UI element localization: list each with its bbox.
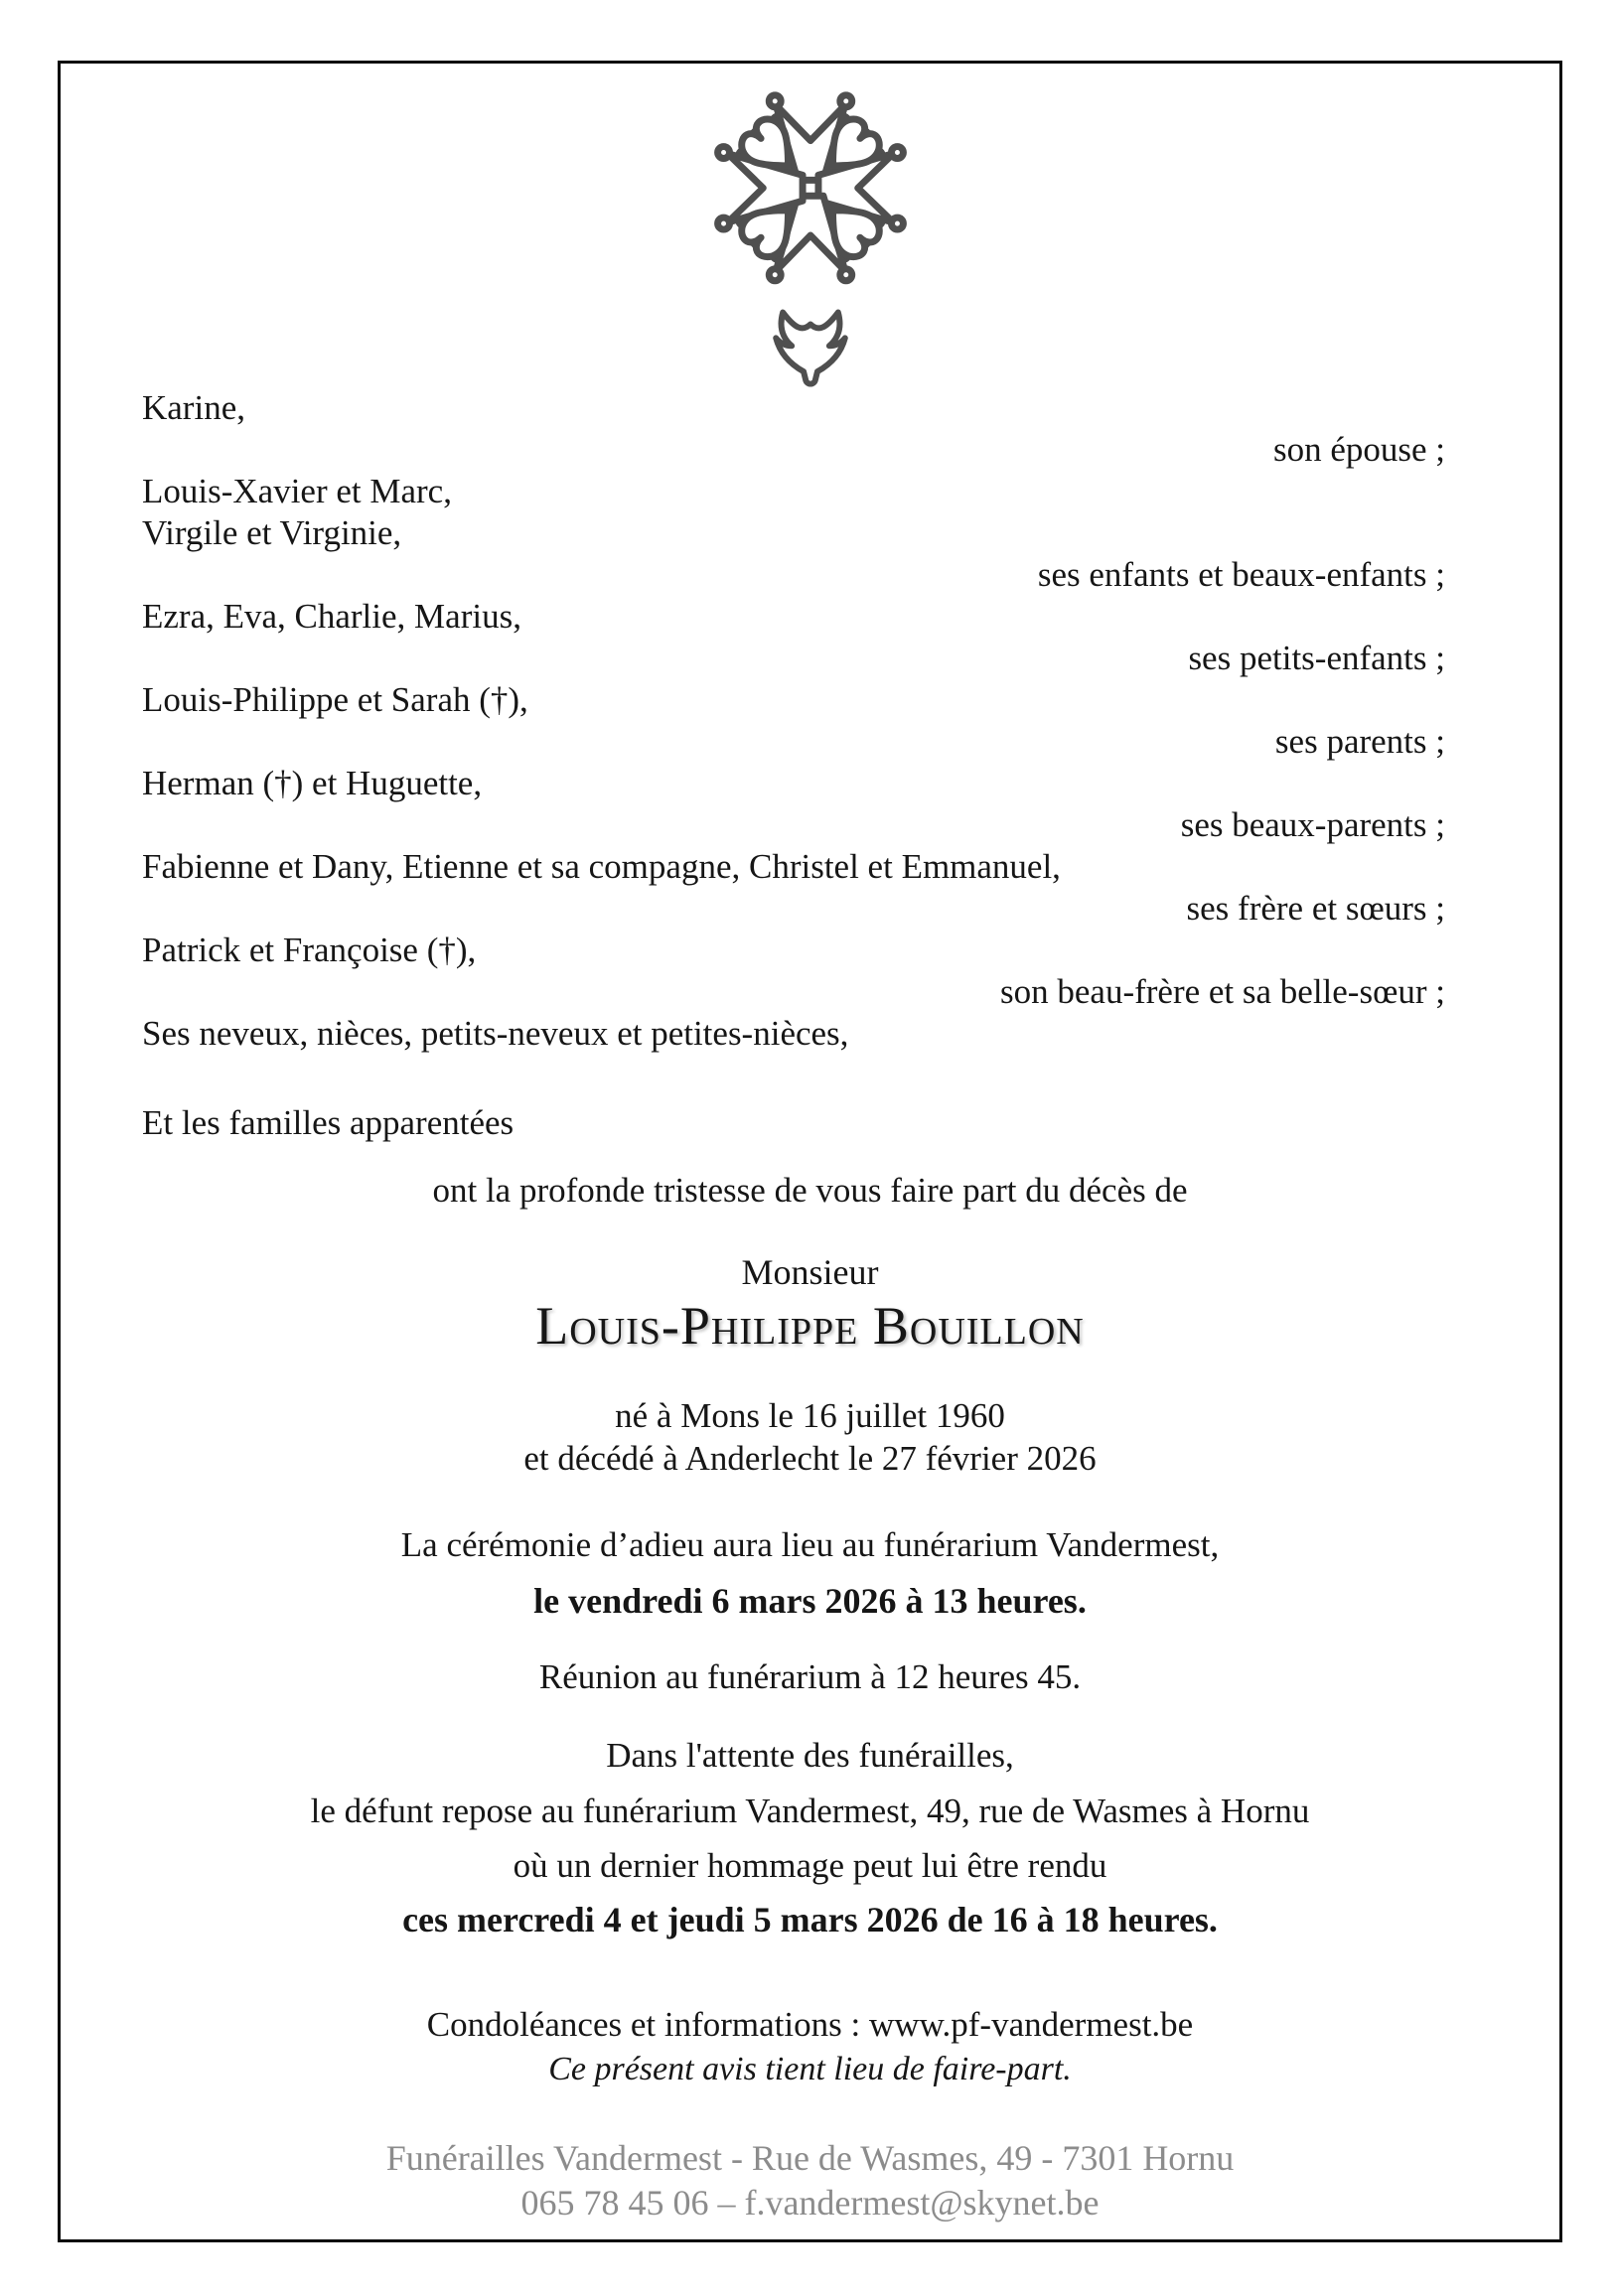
deceased-name: Louis-Philippe Bouillon [535,1296,1085,1356]
announcement-intro: ont la profonde tristesse de vous faire part du décès de [432,1171,1188,1210]
emblem-container [61,79,1559,395]
ceremony-date-line: le vendredi 6 mars 2026 à 13 heures. [533,1581,1087,1621]
birth-line: né à Mons le 16 juillet 1960 [615,1396,1005,1435]
family-list [142,387,1445,1055]
page-border-frame [58,61,1562,2242]
relation-line: ses frère et sœurs ; [1186,889,1445,928]
relation-line: son beau-frère et sa belle-sœur ; [1000,972,1445,1011]
ceremony-location-line: La cérémonie d’adieu aura lieu au funérarium Vandermest, [400,1525,1220,1564]
funeral-home-address: Funérailles Vandermest - Rue de Wasmes, 49 - 7301 Hornu [385,2138,1235,2178]
family-name-line: Herman (†) et Huguette, [142,764,483,802]
birth-death-block [61,1394,1559,1480]
visitation-hours-line: ces mercredi 4 et jeudi 5 mars 2026 de 16 à 18 heures. [402,1900,1218,1939]
relation-line: ses petits-enfants ; [1188,639,1445,677]
funeral-home-contact: 065 78 45 06 – f.vandermest@skynet.be [520,2183,1100,2223]
awaiting-funeral-line: Dans l'attente des funérailles, [606,1736,1014,1775]
death-line: et décédé à Anderlecht le 27 février 2026 [523,1439,1097,1478]
gathering-line: Réunion au funérarium à 12 heures 45. [538,1657,1082,1696]
repose-location-line: le défunt repose au funérarium Vandermest, 49, rue de Wasmes à Hornu [310,1792,1310,1830]
related-families-line: Et les familles apparentées [142,1103,515,1142]
family-name-line: Fabienne et Dany, Etienne et sa compagne, Christel et Emmanuel, [142,847,1061,886]
family-name-line: Louis-Xavier et Marc, [142,472,452,510]
funeral-home-footer [61,2136,1559,2225]
relation-line: son épouse ; [1272,430,1445,469]
family-name-line: Karine, [142,388,245,427]
honorific-title: Monsieur [741,1252,879,1292]
relation-line: ses parents ; [1274,722,1445,761]
emblem-hearts [735,113,885,263]
family-name-line: Patrick et Françoise (†), [142,931,477,969]
family-name-line: Ses neveux, nièces, petits-neveux et petites-nièces, [142,1014,849,1053]
family-name-line: Ezra, Eva, Charlie, Marius, [142,597,521,636]
relation-line: ses enfants et beaux-enfants ; [1037,555,1445,594]
condolences-info-line: Condoléances et informations : www.pf-vandermest.be [426,2005,1194,2044]
family-name-line: Virgile et Virginie, [142,513,402,552]
dove-icon [776,313,845,384]
relation-line: ses beaux-parents ; [1180,805,1445,844]
emblem-arms [717,95,903,281]
last-tribute-line: où un dernier hommage peut lui être rendu [513,1846,1107,1885]
huguenot-cross-icon [700,79,921,395]
family-name-line: Louis-Philippe et Sarah (†), [142,680,528,719]
notice-line: Ce présent avis tient lieu de faire-part. [548,2051,1072,2087]
